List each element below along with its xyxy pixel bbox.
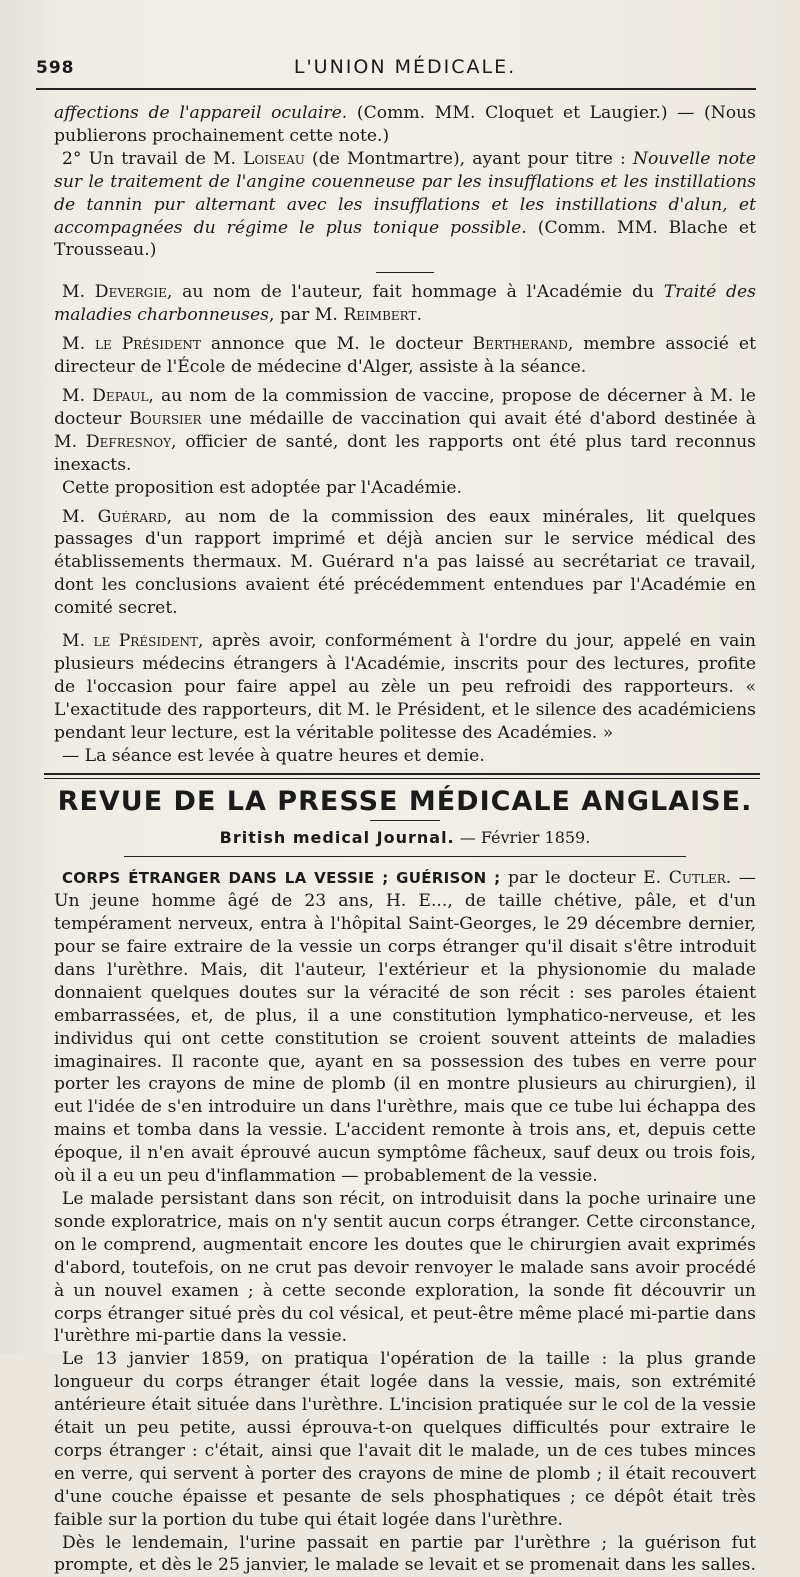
text-fragment: . — Un jeune homme âgé de 23 ans, H. E..., de taille chétive, pâle, et d'un tempérament nerveux, entra à l'hôpital Saint-Georges, le 29 décembre dernier, pour se faire extraire de la vessie un corps étranger qu'il disait s'être introduit dans l'urèthre. Mais, dit l'auteur, l'extérieur et la physionomie du malade donnaient quelques doutes sur la véracité de son récit : ses paroles étaient embarrassées, et, de plus, il a une constitution lymphatico-nerveuse, et les individus qui ont cette constitution se croient souvent atteints de maladies imaginaires. Il raconte que, ayant en sa possession des tubes en verre pour porter les crayons de mine de plomb (il en montre plusieurs au chirurgien), il eut l'idée de s'en introduire un dans l'urèthre, mais que ce tube lui échappa des mains et tomba dans la vessie. L'accident remonte à trois ans, et, depuis cette époque, il n'en avait éprouvé aucun symptôme fâcheux, sauf deux ou trois fois, où il a eu un peu d'inflammation — probablement de la vessie. bbox=[54, 868, 756, 1187]
speaker-name: M. Depaul bbox=[62, 385, 149, 406]
work-title: Nouvelle note sur le traitement de l'angine couenneuse par les insufflations et les instillations de tannin pur alternant avec les insufflations et les instillations d'alun, et accompagnées du régime le plus tonique possible. bbox=[54, 148, 757, 238]
separator-rule bbox=[376, 272, 434, 273]
paragraph-president-appeal bbox=[54, 630, 756, 745]
paragraph-devergie bbox=[54, 281, 756, 327]
page-header bbox=[36, 0, 756, 86]
journal-rule bbox=[124, 856, 686, 857]
italic-fragment: affections de l'appareil oculaire. bbox=[54, 103, 348, 123]
article-headline: CORPS ÉTRANGER DANS LA VESSIE ; GUÉRISON ; bbox=[62, 869, 501, 888]
title-underline bbox=[370, 820, 440, 821]
header-rule bbox=[36, 88, 756, 90]
text-fragment: , par M. bbox=[268, 305, 344, 326]
speaker-name: M. le Président bbox=[62, 631, 198, 652]
person-name: Loiseau bbox=[243, 148, 305, 169]
text-fragment: une médaille de vaccination qui avait été d'abord destinée à M. bbox=[54, 408, 756, 452]
paragraph-ophthalmic bbox=[54, 102, 756, 148]
article-paragraph-1 bbox=[54, 867, 756, 1188]
text-fragment: (de Montmartre), ayant pour titre : bbox=[304, 148, 633, 169]
text-fragment: , après avoir, conformément à l'ordre du jour, appelé en vain plusieurs médecins étrangers à l'Académie, inscrits pour des lectures, profite de l'occasion pour faire appel au zèle un peu refroidi des rapporteurs. « L'exactitude des rapporteurs, dit M. le Président, et le silence des académiciens pendant leur lecture, est la véritable politesse des Académies. » bbox=[54, 631, 756, 743]
paragraph-president-announcement bbox=[54, 333, 756, 379]
text-fragment: , officier de santé, dont les rapports ont été plus tard reconnus inexacts. bbox=[54, 431, 757, 475]
journal-line bbox=[54, 827, 756, 850]
text-fragment: , au nom de la commission de vaccine, propose de décerner à M. le docteur bbox=[54, 385, 756, 429]
text-fragment: par le docteur E. bbox=[500, 868, 669, 889]
text-fragment: , au nom de la commission des eaux minérales, lit quelques passages d'un rapport imprimé et déjà ancien sur le service médical des établissements thermaux. M. Guérard n'a pas laissé au secrétariat ce travail, dont les conclusions avaient été précédemment entendues par l'Académie en comité secret. bbox=[54, 506, 756, 619]
paragraph-guerard bbox=[54, 506, 756, 621]
text-fragment: (Comm. MM. Cloquet et Laugier.) — (Nous publierons prochainement cette note.) bbox=[54, 103, 756, 146]
speaker-name: M. Guérard bbox=[62, 506, 167, 527]
work-title: Traité des maladies charbonneuses bbox=[54, 282, 756, 326]
article-paragraph-3: Le 13 janvier 1859, on pratiqua l'opération de la taille : la plus grande longueur du corps étranger était logée dans la vessie, mais, son extrémité antérieure était située dans l'urèthre. L'incision pratiquée sur le col de la vessie était un peu petite, aussi éprouva-t-on quelques difficultés pour extraire le corps étranger : c'était, ainsi que l'avait dit le malade, un de ces tubes minces en verre, qui servent à porter des crayons de mine de plomb ; il était recouvert d'une couche épaisse et pesante de sels phosphatiques ; ce dépôt était très faible sur la portion du tube qui était logée dans l'urèthre. bbox=[54, 1349, 756, 1530]
paragraph-depaul bbox=[54, 385, 756, 477]
section-divider bbox=[44, 773, 760, 779]
text-fragment: . bbox=[416, 305, 422, 326]
journal-date: — Février 1859. bbox=[454, 828, 591, 848]
spacer bbox=[54, 620, 756, 630]
text-fragment: annonce que M. le docteur bbox=[200, 334, 473, 355]
section-title: REVUE DE LA PRESSE MÉDICALE ANGLAISE. bbox=[57, 786, 753, 818]
journal-name: British medical Journal. bbox=[219, 828, 455, 848]
paragraph-loiseau bbox=[54, 148, 756, 263]
article-paragraph-4: Dès le lendemain, l'urine passait en partie par l'urèthre ; la guérison fut prompte, et dès le 25 janvier, le malade se levait et se promenait dans les salles. bbox=[54, 1532, 756, 1576]
running-title: L'UNION MÉDICALE. bbox=[293, 56, 517, 78]
text-fragment: 2° Un travail de M. bbox=[62, 148, 244, 169]
person-name: Defresnoy bbox=[85, 431, 172, 452]
text-fragment: , au nom de l'auteur, fait hommage à l'Académie du bbox=[166, 282, 664, 303]
text-fragment: , membre associé et directeur de l'École de médecine d'Alger, assiste à la séance. bbox=[54, 334, 756, 378]
speaker-name: M. Devergie bbox=[62, 282, 167, 303]
page-number: 598 bbox=[36, 58, 75, 78]
article-paragraph-2: Le malade persistant dans son récit, on introduisit dans la poche urinaire une sonde exploratrice, mais on n'y sentit aucun corps étranger. Cette circonstance, on le comprend, augmentait encore les doutes que le chirurgien avait exprimés d'abord, toutefois, on ne crut pas devoir renvoyer le malade sans avoir procédé à un nouvel examen ; à cette seconde exploration, la sonde fit découvrir un corps étranger situé près du col vésical, et peut-être même placé mi-partie dans l'urèthre mi-partie dans la vessie. bbox=[54, 1188, 756, 1347]
person-name: Reimbert bbox=[343, 305, 417, 326]
body-text bbox=[54, 102, 756, 1577]
author-name: Cutler bbox=[668, 868, 726, 889]
person-name: Boursier bbox=[129, 408, 202, 429]
paragraph-closing: — La séance est levée à quatre heures et demie. bbox=[62, 745, 485, 766]
text-fragment: (Comm. MM. Blache et Trousseau.) bbox=[54, 217, 756, 261]
paragraph-adoption: Cette proposition est adoptée par l'Académie. bbox=[62, 477, 463, 498]
person-name: Bertherand bbox=[472, 334, 568, 355]
speaker-name: M. le Président bbox=[62, 334, 201, 355]
